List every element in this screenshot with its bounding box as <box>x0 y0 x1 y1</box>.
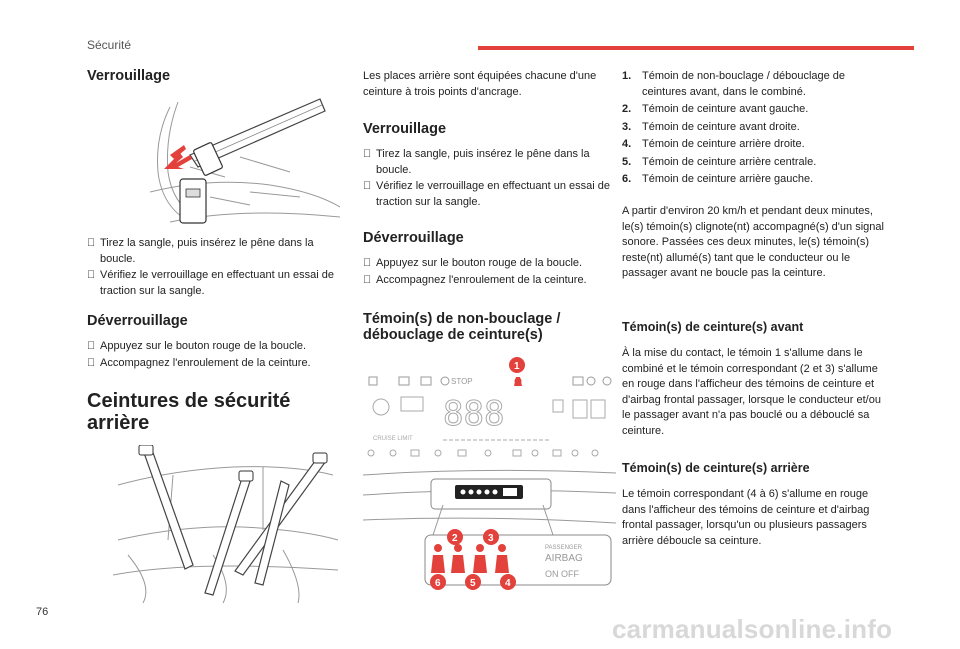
callout-badge-2 <box>447 529 463 545</box>
bullet-item <box>363 147 619 178</box>
rear-lock-instructions <box>363 147 619 211</box>
watermark: carmanualsonline.info <box>612 614 893 644</box>
bullet-item <box>363 256 619 272</box>
svg-text:3: 3 <box>488 533 494 544</box>
arrow-bullet-icon <box>87 236 100 252</box>
callout-badge-6 <box>430 574 446 590</box>
heading-rear-unlock: Déverrouillage <box>363 230 464 246</box>
airbag-label: AIRBAG <box>545 553 583 564</box>
indicator-behavior-text: A partir d'environ 20 km/h et pendant deux minutes, le(s) témoin(s) clignote(nt) accompagné(s) d'un signal sonore. Passées ces deux minutes, le(s) témoin(s) reste(nt) allumé(s) tant que le conducteur ou le passager avant ne boucle pas la ceinture. <box>622 205 884 279</box>
list-item: 2. Témoin de ceinture avant gauche. <box>622 103 809 115</box>
bullet-item <box>363 179 619 210</box>
heading-front-indicators: Témoin(s) de ceinture(s) avant <box>622 320 804 334</box>
bullet-text: Accompagnez l'enroulement de la ceinture. <box>100 356 311 369</box>
bullet-text: Appuyez sur le bouton rouge de la boucle. <box>100 340 307 352</box>
warning-lamps-figure <box>363 355 616 595</box>
arrow-bullet-icon <box>87 356 100 372</box>
bullet-text: Accompagnez l'enroulement de la ceinture. <box>376 273 587 286</box>
svg-text:1: 1 <box>514 361 520 372</box>
front-indicators-text: À la mise du contact, le témoin 1 s'allume dans le combiné et le témoin correspondant (2 et 3) s'allume en rouge dans l'afficheur des témoins de ceinture et d'airbag frontal passager, lorsque le conducteur et/ou le passager avant n'a pas bouclé ou a débouclé sa ceinture. <box>622 347 881 437</box>
heading-indicators: Témoin(s) de non-bouclage / débouclage de ceinture(s) <box>363 311 561 343</box>
heading-front-unlock: Déverrouillage <box>87 313 188 329</box>
passenger-label: PASSENGER <box>545 545 582 551</box>
arrow-bullet-icon <box>87 268 100 284</box>
rear-seat-illustration <box>113 445 338 605</box>
arrow-bullet-icon <box>363 273 376 289</box>
bullet-text: Tirez la sangle, puis insérez le pêne dans la boucle. <box>100 237 314 265</box>
front-belt-illustration <box>150 97 340 232</box>
bullet-item <box>87 236 347 267</box>
heading-rear-lock: Verrouillage <box>363 121 447 137</box>
bullet-item <box>363 273 619 289</box>
rear-intro-text: Les places arrière sont équipées chacune d'une ceinture à trois points d'ancrage. <box>363 70 597 98</box>
bullet-item <box>87 356 347 372</box>
indicator-list <box>622 69 882 190</box>
front-lock-instructions <box>87 236 347 300</box>
arrow-bullet-icon <box>363 256 376 272</box>
lcd-digits: 888 <box>443 394 505 434</box>
section-title: Sécurité <box>87 38 132 52</box>
rear-unlock-instructions <box>363 256 619 289</box>
rear-indicators-text: Le témoin correspondant (4 à 6) s'allume en rouge dans l'afficheur des témoins de ceinture et d'airbag frontal passager, lorsqu'un ou plusieurs passagers arrière déboucle sa ceinture. <box>622 488 870 547</box>
front-unlock-instructions <box>87 339 347 372</box>
list-item: 4. Témoin de ceinture arrière droite. <box>622 138 805 150</box>
heading-rear-belts: Ceintures de sécurité arrière <box>87 390 291 434</box>
list-item: 1. Témoin de non-bouclage / débouclage de ceintures avant, dans le combiné. <box>622 70 846 98</box>
list-item: 5. Témoin de ceinture arrière centrale. <box>622 155 817 168</box>
callout-badge-5 <box>465 574 481 590</box>
callout-badge-3 <box>483 529 499 545</box>
svg-text:6: 6 <box>435 578 441 589</box>
svg-text:5: 5 <box>470 578 476 589</box>
bullet-text: Vérifiez le verrouillage en effectuant un essai de traction sur la sangle. <box>376 180 610 208</box>
callout-badge-4 <box>500 574 516 590</box>
heading-rear-indicators: Témoin(s) de ceinture(s) arrière <box>622 461 810 475</box>
bullet-text: Vérifiez le verrouillage en effectuant un essai de traction sur la sangle. <box>100 269 334 297</box>
svg-text:4: 4 <box>505 578 511 589</box>
cruise-limit-label: CRUISE LIMIT <box>373 436 413 442</box>
arrow-bullet-icon <box>87 339 100 355</box>
bullet-item <box>87 339 347 355</box>
bullet-text: Appuyez sur le bouton rouge de la boucle. <box>376 257 583 269</box>
page-number: 76 <box>36 606 49 618</box>
bullet-item <box>87 268 347 299</box>
list-item: 6. Témoin de ceinture arrière gauche. <box>622 173 814 185</box>
arrow-bullet-icon <box>363 147 376 163</box>
callout-badge-1 <box>509 357 525 373</box>
airbag-onoff-label: ON OFF <box>545 569 579 579</box>
list-item: 3. Témoin de ceinture avant droite. <box>622 120 800 133</box>
section-accent-bar <box>478 46 914 50</box>
arrow-bullet-icon <box>363 179 376 195</box>
heading-front-lock: Verrouillage <box>87 68 171 84</box>
svg-text:2: 2 <box>452 533 458 544</box>
bullet-text: Tirez la sangle, puis insérez le pêne dans la boucle. <box>376 148 590 176</box>
stop-label: STOP <box>451 377 473 386</box>
